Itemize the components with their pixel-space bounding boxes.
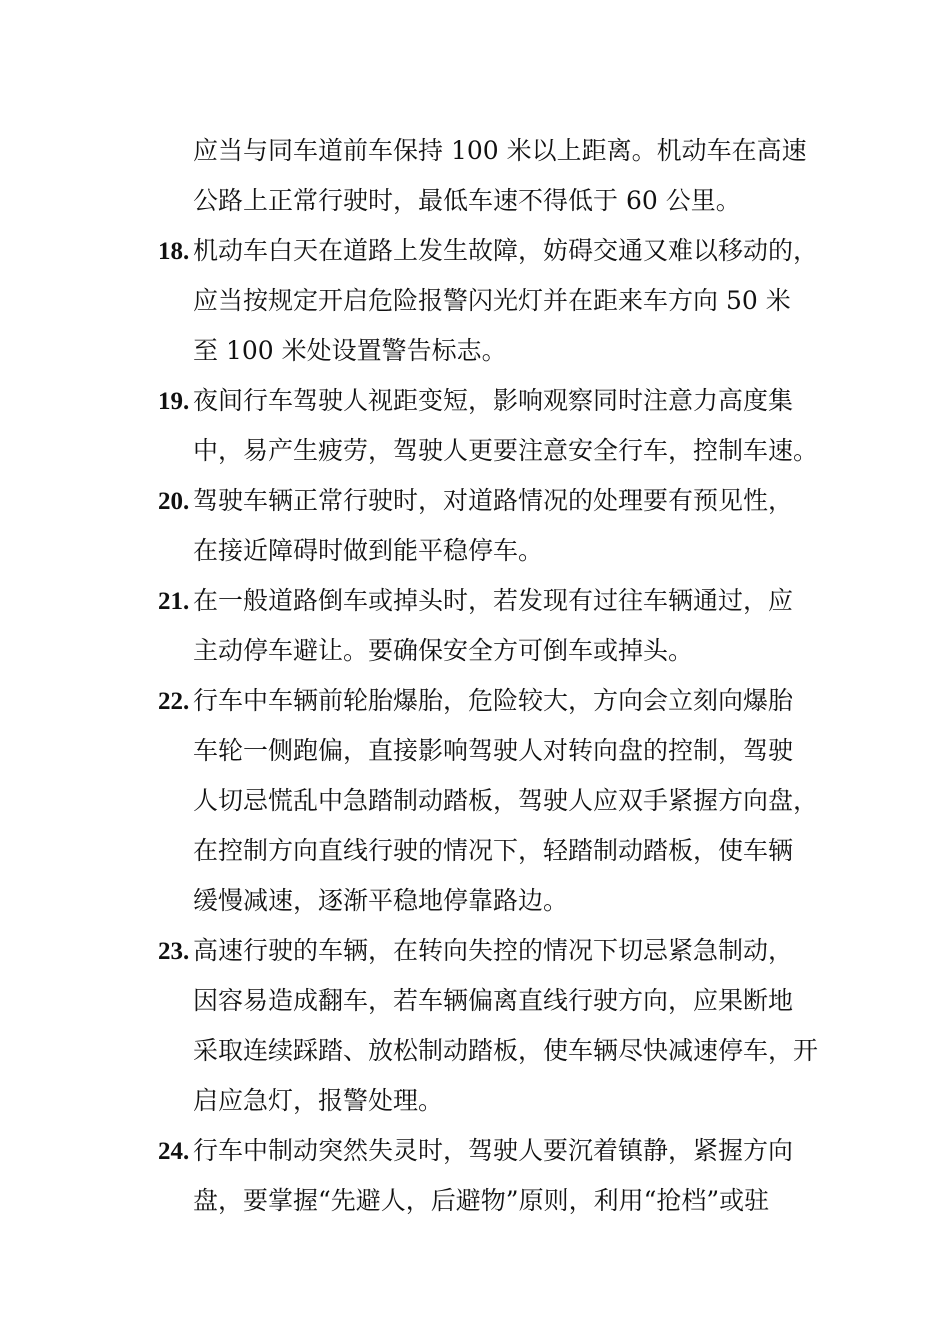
item-number: 22. [158, 688, 190, 715]
paragraph-line: 至 100 米处设置警告标志。 [193, 336, 507, 365]
paragraph-line: 因容易造成翻车，若车辆偏离直线行驶方向，应果断地 [193, 986, 794, 1015]
paragraph-line: 公路上正常行驶时，最低车速不得低于 60 公里。 [193, 186, 741, 215]
list-item-23 [158, 926, 828, 976]
paragraph-line: 车轮一侧跑偏，直接影响驾驶人对转向盘的控制，驾驶 [193, 736, 794, 765]
paragraph-line: 采取连续踩踏、放松制动踏板，使车辆尽快减速停车，开 [193, 1036, 819, 1065]
item-number: 23. [158, 938, 190, 965]
item-number: 21. [158, 588, 190, 615]
paragraph-line: 缓慢减速，逐渐平稳地停靠路边。 [193, 886, 569, 915]
item-number: 18. [158, 238, 190, 265]
paragraph-line: 在接近障碍时做到能平稳停车。 [193, 536, 544, 565]
paragraph-line: 主动停车避让。要确保安全方可倒车或掉头。 [193, 636, 694, 665]
paragraph-line: 在一般道路倒车或掉头时，若发现有过往车辆通过，应 [193, 586, 794, 615]
paragraph-line: 机动车白天在道路上发生故障，妨碍交通又难以移动的， [193, 236, 819, 265]
paragraph-line: 启应急灯，报警处理。 [193, 1086, 444, 1115]
paragraph-line: 行车中制动突然失灵时，驾驶人要沉着镇静，紧握方向 [193, 1136, 794, 1165]
paragraph-line: 应当按规定开启危险报警闪光灯并在距来车方向 50 米 [193, 286, 791, 315]
list-item-20 [158, 476, 828, 526]
item-number: 24. [158, 1138, 190, 1165]
list-item-21 [158, 576, 828, 626]
paragraph-line: 夜间行车驾驶人视距变短，影响观察同时注意力高度集 [193, 386, 794, 415]
paragraph-line: 在控制方向直线行驶的情况下，轻踏制动踏板，使车辆 [193, 836, 794, 865]
paragraph-line: 驾驶车辆正常行驶时，对道路情况的处理要有预见性， [193, 486, 794, 515]
paragraph-line: 行车中车辆前轮胎爆胎，危险较大，方向会立刻向爆胎 [193, 686, 794, 715]
paragraph-line: 高速行驶的车辆，在转向失控的情况下切忌紧急制动， [193, 936, 794, 965]
list-item-19 [158, 376, 828, 426]
item-number: 20. [158, 488, 190, 515]
paragraph-line: 盘，要掌握“先避人，后避物”原则，利用“抢档”或驻 [193, 1186, 770, 1215]
list-item-24 [158, 1126, 828, 1176]
item-number: 19. [158, 388, 190, 415]
paragraph-line: 中，易产生疲劳，驾驶人更要注意安全行车，控制车速。 [193, 436, 819, 465]
list-item-22 [158, 676, 828, 726]
document-body [158, 126, 828, 1226]
paragraph-line: 应当与同车道前车保持 100 米以上距离。机动车在高速 [193, 136, 807, 165]
list-item-18 [158, 226, 828, 276]
paragraph-line: 人切忌慌乱中急踏制动踏板，驾驶人应双手紧握方向盘， [193, 786, 819, 815]
